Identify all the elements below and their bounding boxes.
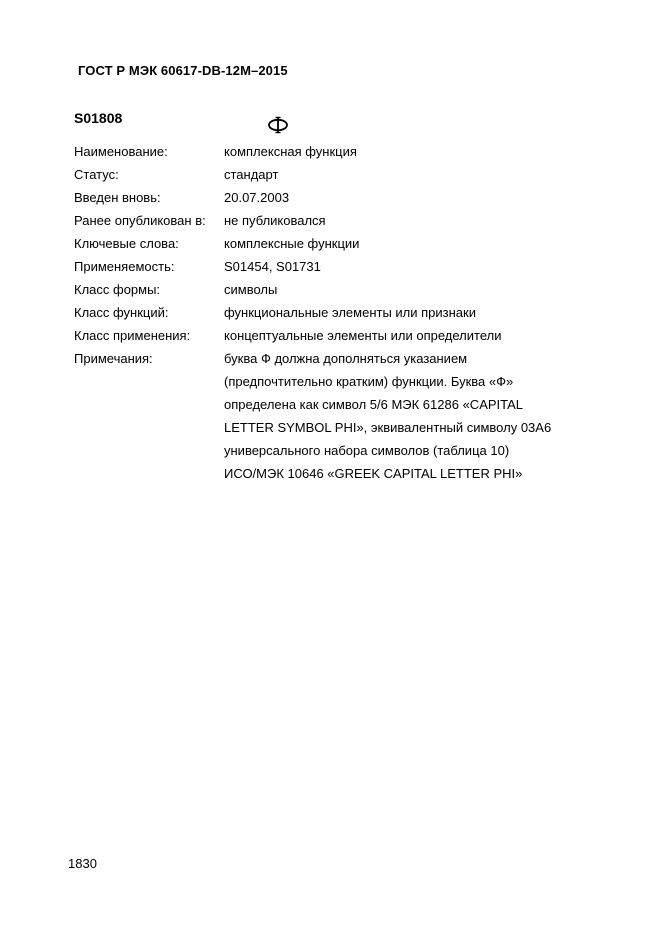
- property-value: не публиковался: [224, 213, 326, 228]
- property-row-notes: [74, 347, 594, 485]
- notes-line: LETTER SYMBOL PHI», эквивалентный символу 03A6: [224, 420, 552, 435]
- property-label: Класс применения:: [74, 328, 191, 343]
- property-row-function-class: [74, 301, 594, 324]
- page-number: 1830: [68, 856, 97, 871]
- property-row-keywords: [74, 232, 594, 255]
- property-value: комплексные функции: [224, 236, 360, 251]
- notes-line: универсального набора символов (таблица 10): [224, 443, 510, 458]
- property-value: комплексная функция: [224, 144, 357, 159]
- property-row-previously-published: [74, 209, 594, 232]
- notes-line: буква Ф должна дополняться указанием: [224, 351, 468, 366]
- property-label: Ключевые слова:: [74, 236, 179, 251]
- property-row-name: [74, 140, 594, 163]
- property-label: Класс функций:: [74, 305, 169, 320]
- property-value: концептуальные элементы или определители: [224, 328, 502, 343]
- property-row-status: [74, 163, 594, 186]
- property-label: Введен вновь:: [74, 190, 161, 205]
- property-label: Класс формы:: [74, 282, 161, 297]
- symbol-code: S01808: [74, 110, 123, 126]
- property-value: 20.07.2003: [224, 190, 290, 205]
- property-value: функциональные элементы или признаки: [224, 305, 476, 320]
- property-value: стандарт: [224, 167, 279, 182]
- phi-symbol-icon: [265, 116, 291, 134]
- notes-line: ИСО/МЭК 10646 «GREEK CAPITAL LETTER PHI»: [224, 466, 523, 481]
- property-label: Статус:: [74, 167, 119, 182]
- property-label: Наименование:: [74, 144, 168, 159]
- property-label: Ранее опубликован в:: [74, 213, 206, 228]
- property-value: символы: [224, 282, 278, 297]
- property-value: S01454, S01731: [224, 259, 321, 274]
- document-header: ГОСТ Р МЭК 60617-DB-12M–2015: [78, 63, 288, 78]
- property-row-form-class: [74, 278, 594, 301]
- notes-line: (предпочтительно кратким) функции. Буква «Ф»: [224, 374, 514, 389]
- notes-text: [224, 347, 594, 485]
- notes-line: определена как символ 5/6 МЭК 61286 «CAPITAL: [224, 397, 524, 412]
- properties-table: [74, 140, 594, 485]
- property-row-introduced: [74, 186, 594, 209]
- property-row-applicability: [74, 255, 594, 278]
- property-label: Примечания:: [74, 351, 153, 366]
- property-label: Применяемость:: [74, 259, 175, 274]
- property-row-application-class: [74, 324, 594, 347]
